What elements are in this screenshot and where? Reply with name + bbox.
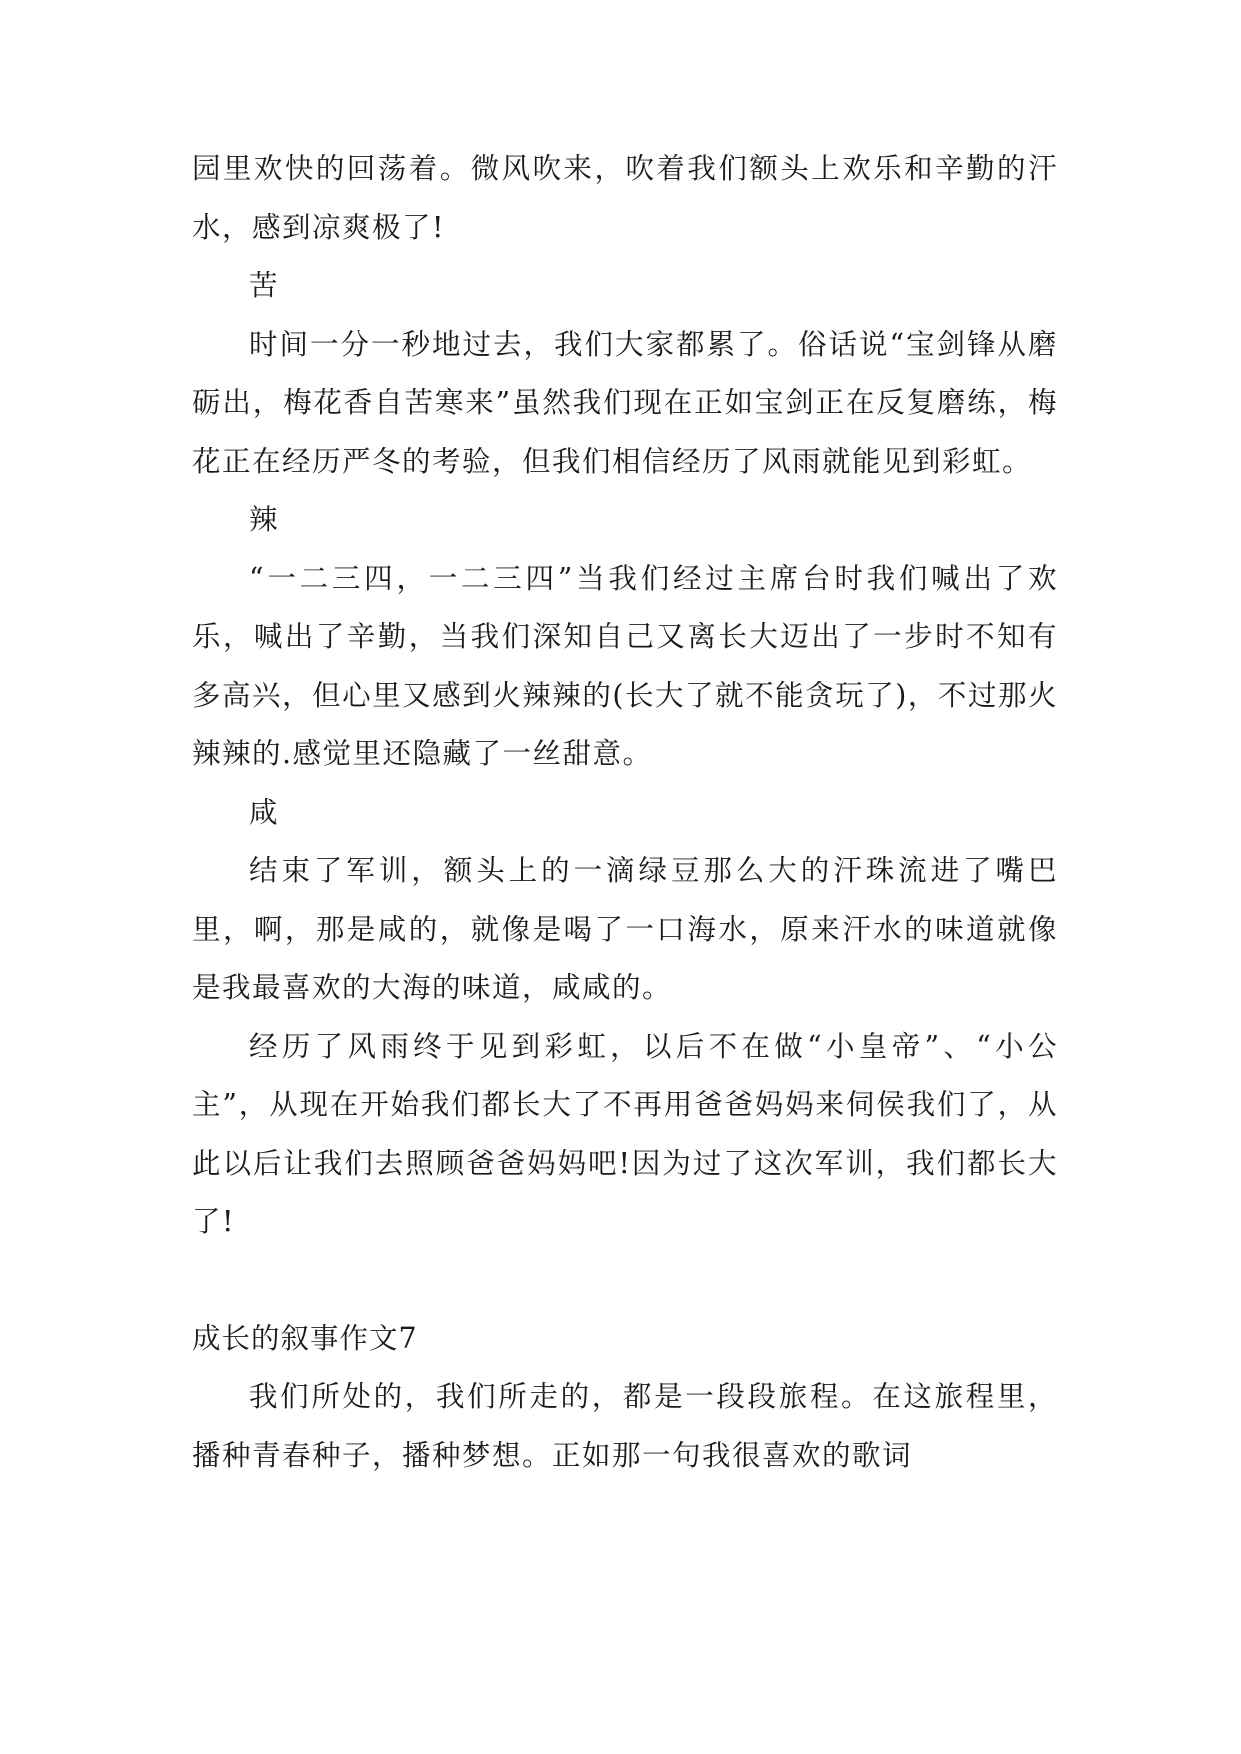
section-title: 成长的叙事作文7 [192, 1321, 418, 1355]
document-page [192, 140, 1058, 1485]
body-paragraph: 结束了军训，额头上的一滴绿豆那么大的汗珠流进了嘴巴里，啊，那是咸的，就像是喝了一口海水，原来汗水的味道就像是我最喜欢的大海的味道，咸咸的。 [192, 854, 1058, 1004]
subheading-bitter: 苦 [249, 269, 280, 302]
body-paragraph: 我们所处的，我们所走的，都是一段段旅程。在这旅程里，播种青春种子，播种梦想。正如那一句我很喜欢的歌词 [192, 1380, 1058, 1472]
body-paragraph: “一二三四，一二三四”当我们经过主席台时我们喊出了欢乐，喊出了辛勤，当我们深知自己又离长大迈出了一步时不知有多高兴，但心里又感到火辣辣的(长大了就不能贪玩了)，不过那火辣辣的.感觉里还隐藏了一丝甜意。 [192, 561, 1058, 770]
body-paragraph: 经历了风雨终于见到彩虹，以后不在做“小皇帝”、“小公主”，从现在开始我们都长大了不再用爸爸妈妈来伺侯我们了，从此以后让我们去照顾爸爸妈妈吧!因为过了这次军训，我们都长大了! [192, 1029, 1058, 1238]
subheading-spicy: 辣 [249, 503, 280, 536]
body-paragraph-continued: 园里欢快的回荡着。微风吹来，吹着我们额头上欢乐和辛勤的汗水，感到凉爽极了! [192, 152, 1058, 244]
body-paragraph: 时间一分一秒地过去，我们大家都累了。俗话说“宝剑锋从磨砺出，梅花香自苦寒来”虽然我们现在正如宝剑正在反复磨练，梅花正在经历严冬的考验，但我们相信经历了风雨就能见到彩虹。 [192, 327, 1058, 478]
subheading-salty: 咸 [249, 795, 280, 829]
